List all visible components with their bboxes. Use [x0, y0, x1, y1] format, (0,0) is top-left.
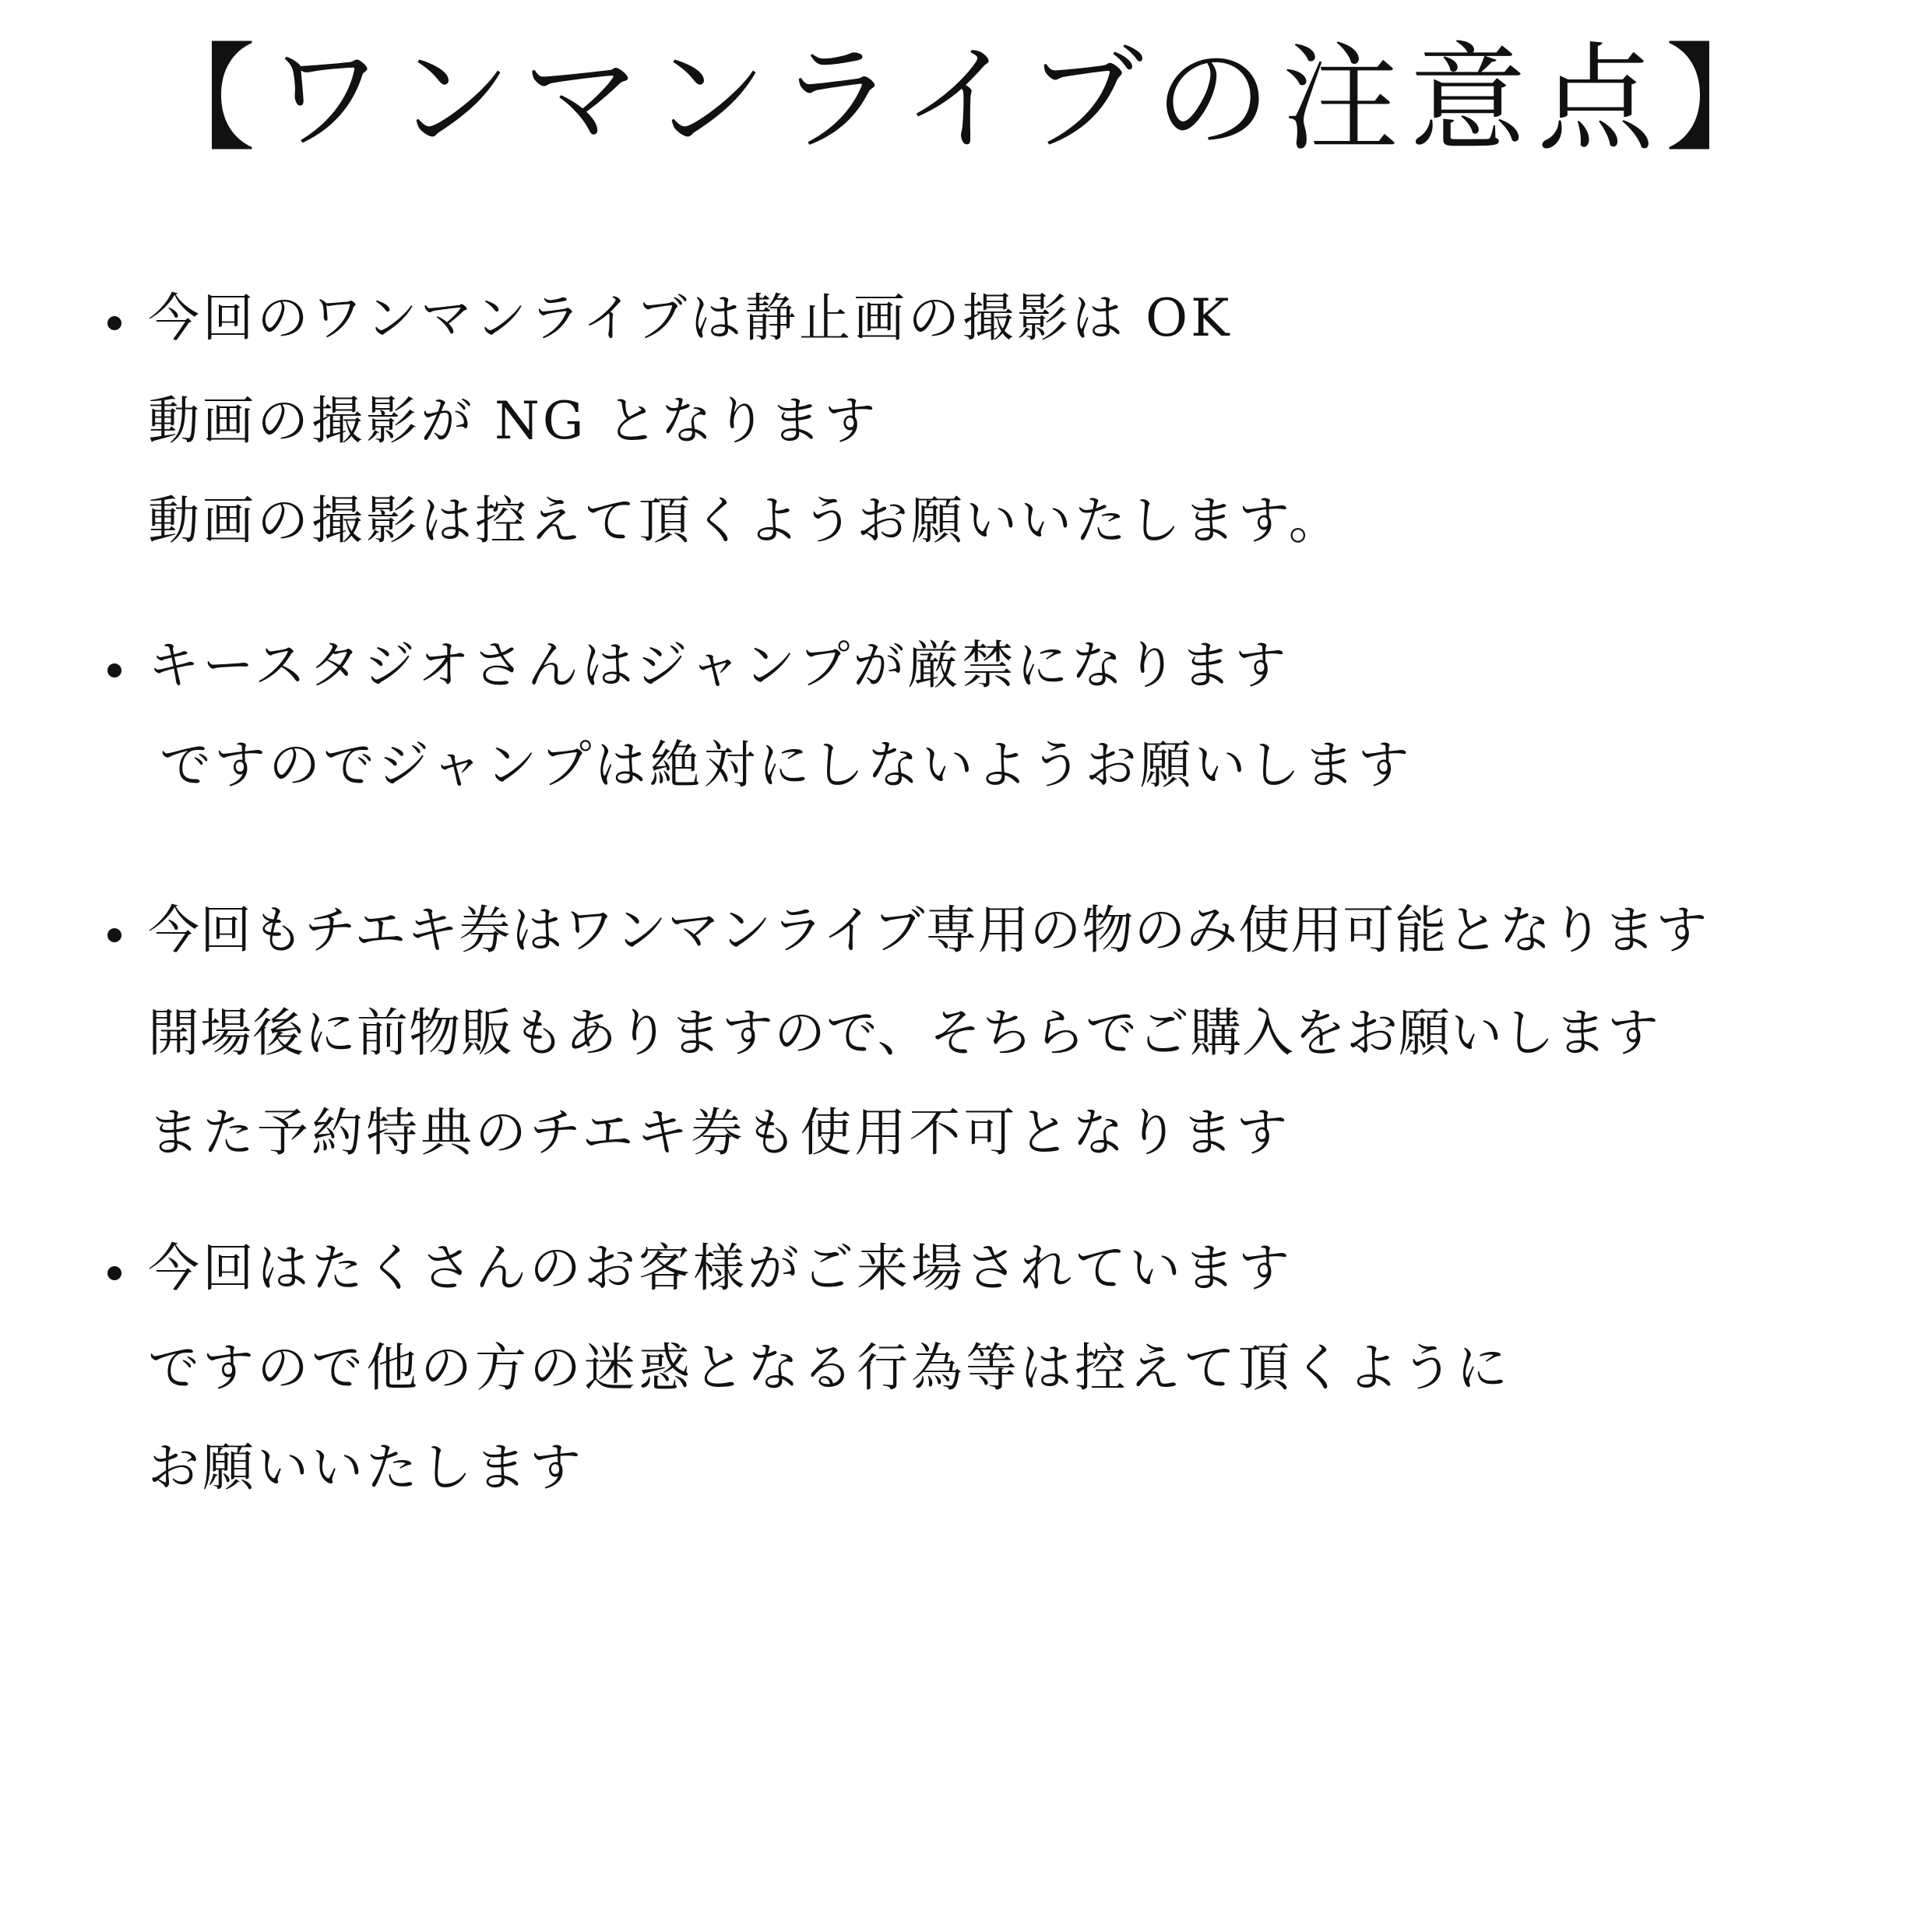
note-3-line-1: 今回もチエキ券はワンマンライブ専用の物のみ使用可能となります: [148, 900, 1709, 960]
note-2-line-1: キースタジオさんはジャンプが厳禁になります: [148, 635, 1290, 695]
note-2-line-2: ですのでジャンプは絶対にしないようお願いします: [160, 735, 1413, 795]
note-3-line-3: また予約特典のチエキ券も使用不可となります: [148, 1103, 1291, 1163]
note-4-line-2: ですので他の方の迷惑となる行為等は控えて頂くように: [148, 1338, 1511, 1398]
bullet-dot: [107, 663, 121, 677]
note-4-line-1: 今回はたくさんのお客様がご来場されています: [148, 1238, 1293, 1298]
note-4-line-3: お願いいたします: [148, 1438, 584, 1497]
note-1-line-2: 動画の撮影が NG となります: [148, 391, 879, 451]
note-1-line-1: 今回のワンマンライブは静止画の撮影は OK: [148, 288, 1233, 348]
note-3-line-2: 開場後に前物販もありますので、そちらでご購入をお願いします: [148, 1003, 1660, 1063]
bullet-dot: [107, 928, 121, 942]
bullet-dot: [107, 1266, 121, 1280]
note-1-line-3: 動画の撮影は控えて頂くようお願いいたします。: [148, 491, 1343, 551]
page-title: 【ワンマンライブの注意点】: [139, 32, 1793, 167]
bullet-dot: [107, 316, 121, 330]
